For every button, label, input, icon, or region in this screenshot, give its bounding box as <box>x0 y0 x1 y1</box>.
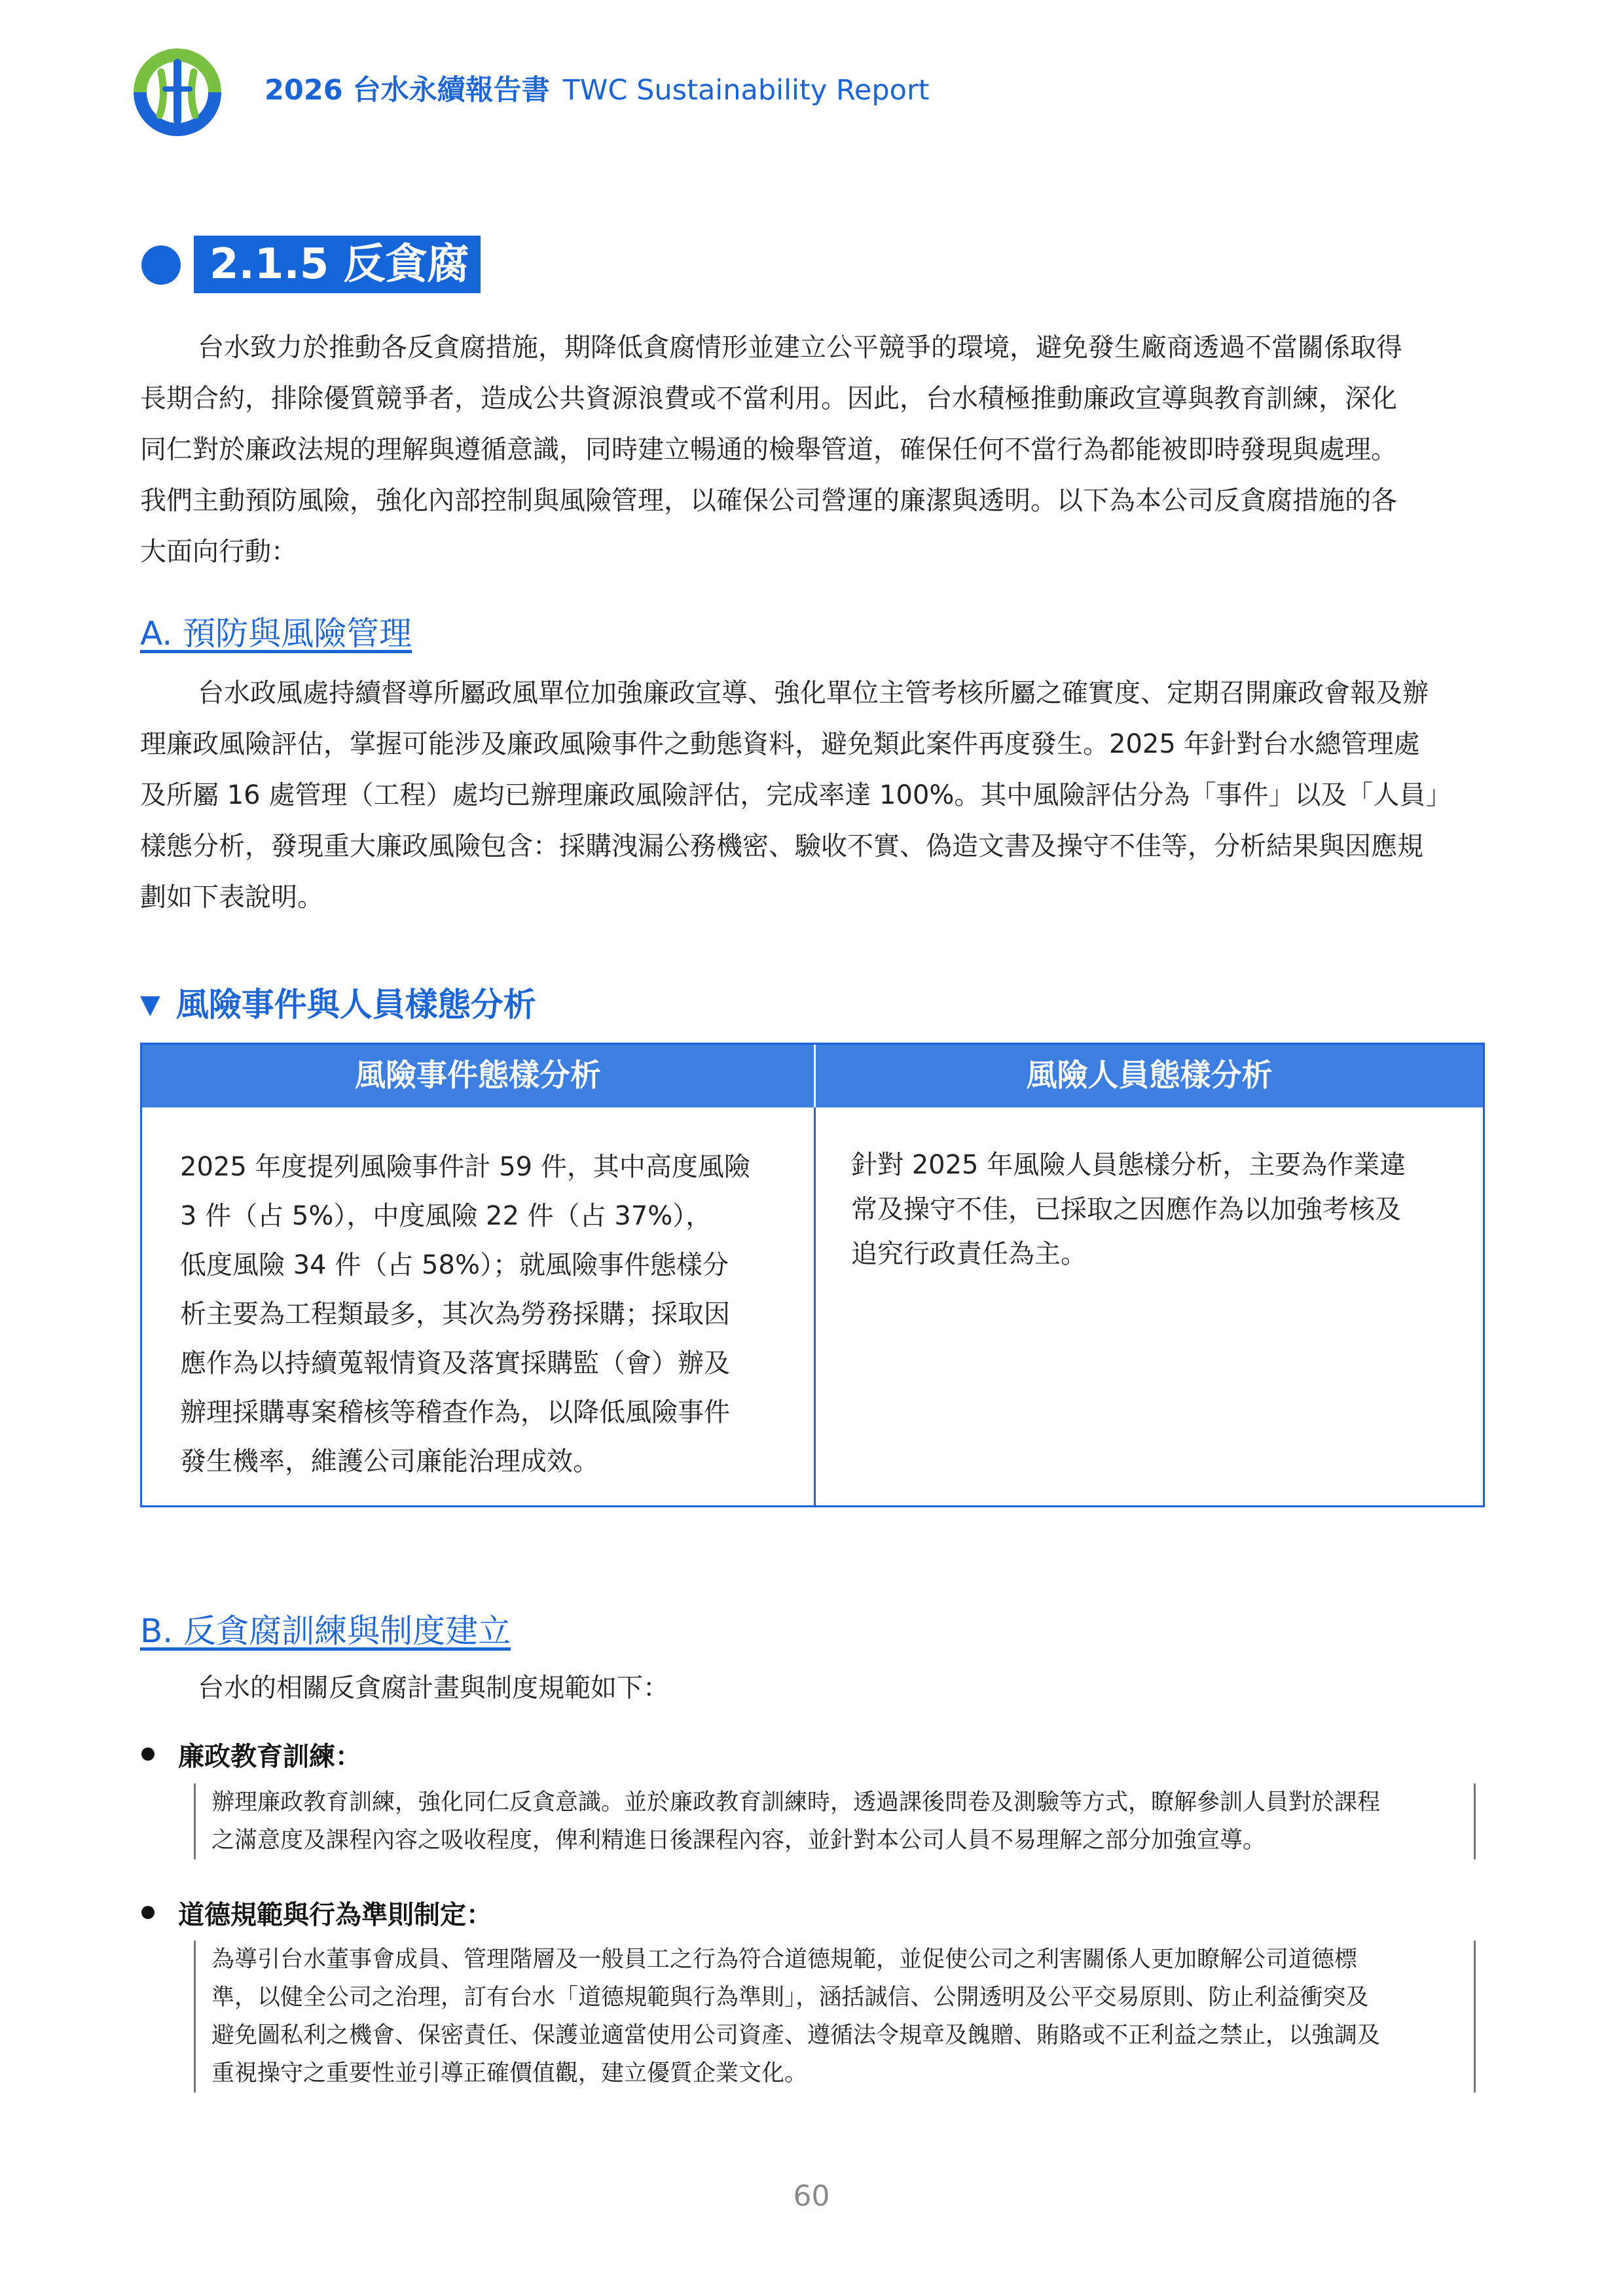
section-bullet-icon <box>141 245 181 285</box>
part-a-heading: A. 預防與風險管理 <box>140 615 412 653</box>
header-title-en: TWC Sustainability Report <box>562 74 930 107</box>
bullet-body-line: 準，以健全公司之治理，訂有台水「道德規範與行為準則」，涵括誠信、公開透明及公平交易原則、防止利益衝突及 <box>211 1984 1369 2011</box>
table-column-divider <box>814 1045 816 1505</box>
bullet-body-code-of-conduct <box>194 1941 1476 2092</box>
table-cell-line: 常及操守不佳，已採取之因應作為以加強考核及 <box>851 1194 1401 1225</box>
triangle-down-icon: ▼ <box>140 990 160 1020</box>
bullet-body-line: 為導引台水董事會成員、管理階層及一般員工之行為符合道德規範，並促使公司之利害關係人更加瞭解公司道德標 <box>211 1946 1358 1973</box>
intro-line: 同仁對於廉政法規的理解與遵循意識，同時建立暢通的檢舉管道，確保任何不當行為都能被即時發現與處理。 <box>140 435 1397 465</box>
section-title: 2.1.5 反貪腐 <box>194 236 481 293</box>
part-b-intro <box>140 1662 1484 1713</box>
part-b-heading: B. 反貪腐訓練與制度建立 <box>140 1612 511 1650</box>
table-cell-line: 追究行政責任為主。 <box>851 1239 1087 1269</box>
twc-water-logo-icon <box>128 43 227 141</box>
report-header-title <box>264 71 930 110</box>
bullet-body-line: 之滿意度及課程內容之吸收程度，俾利精進日後課程內容，並針對本公司人員不易理解之部分加強宣導。 <box>211 1827 1266 1854</box>
intro-line: 台水致力於推動各反貪腐措施，期降低貪腐情形並建立公平競爭的環境，避免發生廠商透過不當關係取得 <box>198 332 1402 363</box>
part-a-line: 樣態分析，發現重大廉政風險包含：採購洩漏公務機密、驗收不實、偽造文書及操守不佳等，分析結果與因應規 <box>140 831 1423 861</box>
bullet-icon <box>141 1906 155 1919</box>
part-a-line: 劃如下表說明。 <box>140 882 323 912</box>
bullet-body-line: 辦理廉政教育訓練，強化同仁反貪意識。並於廉政教育訓練時，透過課後問卷及測驗等方式，瞭解參訓人員對於課程 <box>211 1789 1381 1816</box>
bullet-title-ethics-training: 廉政教育訓練： <box>178 1742 361 1772</box>
table-header-risk-events: 風險事件態樣分析 <box>142 1045 814 1107</box>
table-cell-line: 發生機率，維護公司廉能治理成效。 <box>180 1446 599 1477</box>
table-cell-line: 2025 年度提列風險事件計 59 件，其中高度風險 <box>180 1152 750 1182</box>
table-cell-line: 應作為以持續蒐報情資及落實採購監（會）辦及 <box>180 1348 730 1378</box>
part-a-line: 理廉政風險評估，掌握可能涉及廉政風險事件之動態資料，避免類此案件再度發生。2025 年針對台水總管理處 <box>140 729 1420 759</box>
part-a-line: 及所屬 16 處管理（工程）處均已辦理廉政風險評估，完成率達 100%。其中風險評估分為「事件」以及「人員」 <box>140 780 1452 810</box>
table-cell-line: 低度風險 34 件（占 58%）；就風險事件態樣分 <box>180 1250 729 1280</box>
table-cell-risk-personnel <box>851 1143 1453 1276</box>
part-b-intro-line: 台水的相關反貪腐計畫與制度規範如下： <box>198 1673 669 1703</box>
intro-line: 長期合約，排除優質競爭者，造成公共資源浪費或不當利用。因此，台水積極推動廉政宣導與教育訓練，深化 <box>140 384 1397 414</box>
bullet-icon <box>141 1748 155 1761</box>
risk-analysis-table <box>140 1043 1485 1507</box>
table-header-divider <box>814 1045 816 1107</box>
table-cell-line: 辦理採購專案稽核等稽查作為，以降低風險事件 <box>180 1397 730 1427</box>
intro-line: 我們主動預防風險，強化內部控制與風險管理，以確保公司營運的廉潔與透明。以下為本公司反貪腐措施的各 <box>140 486 1397 516</box>
table-caption <box>140 982 536 1028</box>
table-header-risk-personnel: 風險人員態樣分析 <box>816 1045 1483 1107</box>
table-cell-line: 3 件（占 5%），中度風險 22 件（占 37%）， <box>180 1201 712 1231</box>
table-cell-risk-events <box>180 1143 795 1486</box>
table-cell-line: 針對 2025 年風險人員態樣分析，主要為作業違 <box>851 1150 1406 1180</box>
bullet-body-line: 重視操守之重要性並引導正確價值觀，建立優質企業文化。 <box>211 2060 808 2087</box>
page-number: 60 <box>793 2179 830 2213</box>
table-caption-text: 風險事件與人員樣態分析 <box>175 986 536 1024</box>
section-intro <box>140 322 1484 577</box>
intro-line: 大面向行動： <box>140 537 297 567</box>
part-a-paragraph <box>140 668 1484 923</box>
part-a-line: 台水政風處持續督導所屬政風單位加強廉政宣導、強化單位主管考核所屬之確實度、定期召開廉政會報及辦 <box>198 678 1429 708</box>
header-title-zh: 2026 台水永續報告書 <box>264 74 550 107</box>
bullet-body-ethics-training <box>194 1784 1476 1859</box>
table-cell-line: 析主要為工程類最多，其次為勞務採購；採取因 <box>180 1299 730 1329</box>
bullet-body-line: 避免圖私利之機會、保密責任、保護並適當使用公司資產、遵循法令規章及餽贈、賄賂或不正利益之禁止，以強調及 <box>211 2022 1381 2049</box>
bullet-title-code-of-conduct: 道德規範與行為準則制定： <box>178 1900 492 1930</box>
